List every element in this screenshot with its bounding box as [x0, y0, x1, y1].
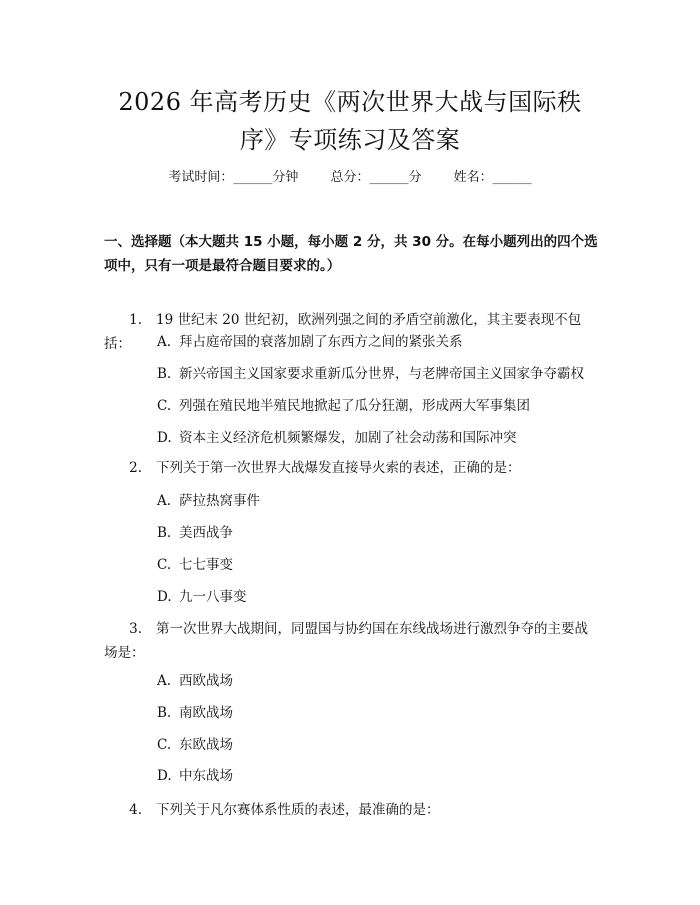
option-text: 新兴帝国主义国家要求重新瓜分世界，与老牌帝国主义国家争夺霸权 [179, 366, 584, 382]
option-text: 中东战场 [179, 768, 233, 784]
question-number: 3. [129, 621, 142, 637]
section-heading-line-2: 项中，只有一项是最符合题目要求的。） [104, 258, 341, 274]
question-text-continued: 场是： [104, 645, 145, 661]
option-text: 七七事变 [179, 557, 233, 573]
option-2-d [157, 587, 607, 607]
question-text: 下列关于凡尔赛体系性质的表述，最准确的是： [156, 802, 440, 818]
title-line-2: 序》专项练习及答案 [239, 126, 461, 154]
option-letter: C. [157, 557, 172, 573]
option-1-a [157, 332, 607, 352]
option-1-c [157, 396, 607, 416]
option-text: 西欧战场 [179, 673, 233, 689]
option-letter: C. [157, 737, 172, 753]
option-letter: D. [157, 430, 172, 446]
option-letter: C. [157, 398, 172, 414]
option-letter: B. [157, 525, 172, 541]
option-text: 南欧战场 [179, 705, 233, 721]
option-3-c [157, 735, 607, 755]
option-2-b [157, 523, 607, 543]
option-1-d [157, 428, 607, 448]
section-heading-line-1: 一、选择题（本大题共 15 小题，每小题 2 分，共 30 分。在每小题列出的四个选 [104, 234, 598, 250]
page-title [100, 83, 600, 159]
option-2-a [157, 491, 607, 511]
exam-info [0, 168, 700, 188]
option-text: 列强在殖民地半殖民地掀起了瓜分狂潮，形成两大军事集团 [179, 398, 530, 414]
option-3-b [157, 703, 607, 723]
total-score-field: 总分：______分 [330, 170, 422, 185]
option-text: 萨拉热窝事件 [179, 493, 260, 509]
option-letter: D. [157, 768, 172, 784]
option-letter: A. [157, 493, 172, 509]
option-letter: A. [157, 334, 172, 350]
question-number: 2. [129, 460, 142, 476]
question-text: 第一次世界大战期间，同盟国与协约国在东线战场进行激烈争夺的主要战 [156, 621, 588, 637]
option-letter: D. [157, 589, 172, 605]
title-line-1: 2026 年高考历史《两次世界大战与国际秩 [118, 88, 582, 116]
option-3-a [157, 671, 607, 691]
option-2-c [157, 555, 607, 575]
question-2 [104, 456, 600, 480]
option-text: 资本主义经济危机频繁爆发，加剧了社会动荡和国际冲突 [179, 430, 517, 446]
option-3-d [157, 766, 607, 786]
question-4 [104, 798, 600, 822]
option-text: 东欧战场 [179, 737, 233, 753]
student-name-field: 姓名：______ [453, 170, 532, 185]
option-text: 美西战争 [179, 525, 233, 541]
question-text: 下列关于第一次世界大战爆发直接导火索的表述，正确的是： [156, 460, 521, 476]
question-text: 19 世纪末 20 世纪初，欧洲列强之间的矛盾空前激化，其主要表现不包 [156, 312, 582, 328]
section-heading [104, 230, 604, 278]
question-3 [104, 617, 600, 665]
exam-time-field: 考试时间：______分钟 [168, 170, 299, 185]
option-text: 九一八事变 [179, 589, 247, 605]
option-1-b [157, 364, 607, 384]
option-text: 拜占庭帝国的衰落加剧了东西方之间的紧张关系 [179, 334, 463, 350]
option-letter: A. [157, 673, 172, 689]
option-letter: B. [157, 705, 172, 721]
option-letter: B. [157, 366, 172, 382]
question-text-continued: 括： [104, 336, 131, 352]
question-number: 4. [129, 802, 142, 818]
question-number: 1. [129, 312, 142, 328]
